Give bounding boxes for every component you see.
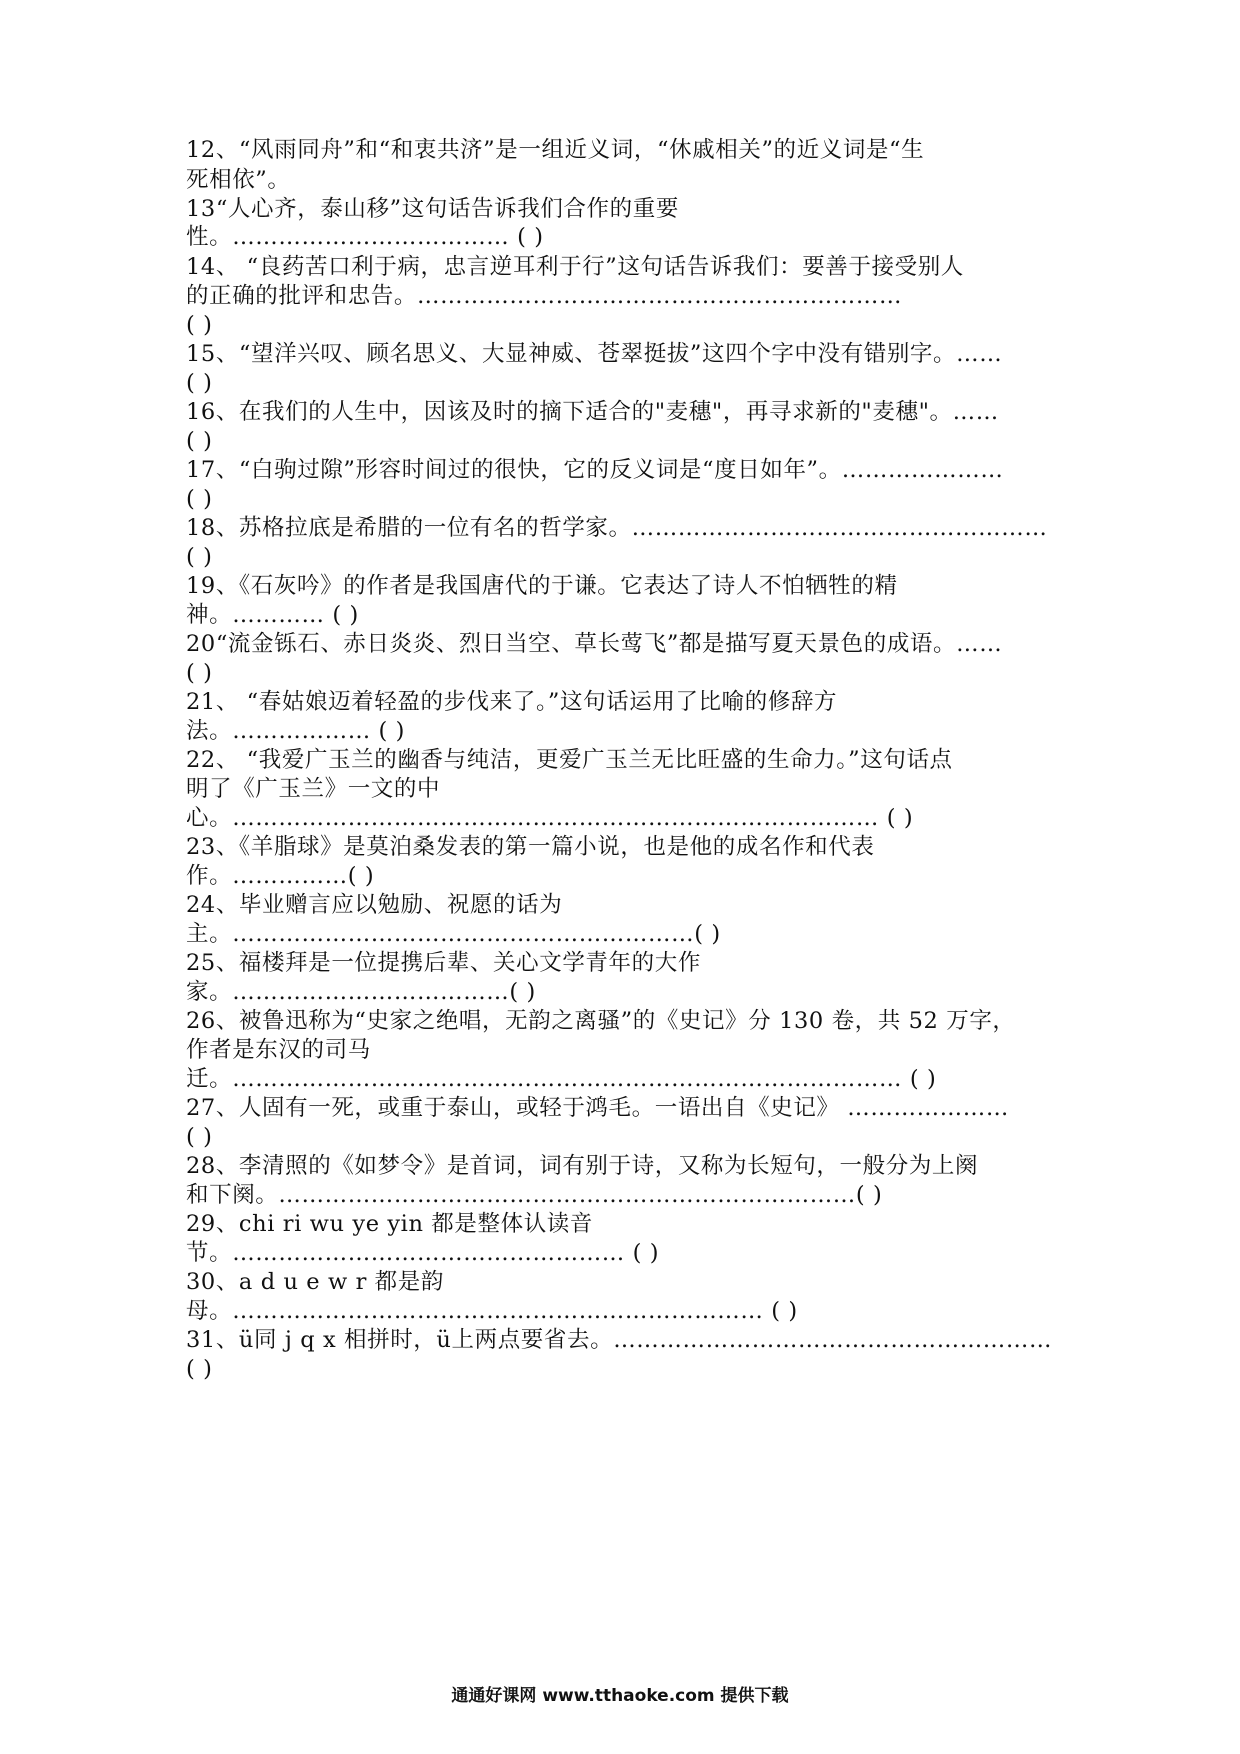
text-line: 20“流金铄石、赤日炎炎、烈日当空、草长莺飞”都是描写夏天景色的成语。…… (186, 631, 1003, 657)
text-line: 24、毕业赠言应以勉励、祝愿的话为 (186, 892, 563, 918)
text-line: 作。……………( ) (186, 863, 375, 889)
text-line: 30、a d u e w r 都是韵 (186, 1269, 444, 1295)
footer-text: 通通好课网 www.tthaoke.com 提供下载 (451, 1686, 789, 1706)
text-line: 14、 “良药苦口利于病，忠言逆耳利于行”这句话告诉我们：要善于接受别人 (186, 254, 964, 280)
text-line: 15、“望洋兴叹、顾名思义、大显神威、苍翠挺拔”这四个字中没有错别字。…… (186, 341, 1003, 367)
text-line: 19、《石灰吟》的作者是我国唐代的于谦。它表达了诗人不怕牺牲的精 (186, 573, 898, 599)
text-line: 26、被鲁迅称为“史家之绝唱，无韵之离骚”的《史记》分 130 卷，共 52 万字， (186, 1008, 1016, 1034)
text-line: 12、“风雨同舟”和“和衷共济”是一组近义词，“休戚相关”的近义词是“生 (186, 137, 925, 163)
text-line: 性。……………………………… ( ) (186, 224, 544, 250)
text-line: 13“人心齐，泰山移”这句话告诉我们合作的重要 (186, 196, 679, 222)
text-line: 作者是东汉的司马 (186, 1037, 371, 1063)
text-line: ( ) (186, 428, 213, 454)
text-line: 明了《广玉兰》一文的中 (186, 776, 441, 802)
text-line: 的正确的批评和忠告。……………………………………………………… (186, 283, 903, 309)
text-line: 23、《羊脂球》是莫泊桑发表的第一篇小说，也是他的成名作和代表 (186, 834, 875, 860)
text-line: 节。…………………………………………… ( ) (186, 1240, 660, 1266)
text-line: ( ) (186, 370, 213, 396)
text-line: 18、苏格拉底是希腊的一位有名的哲学家。……………………………………………… (186, 515, 1048, 541)
text-line: 母。…………………………………………………………… ( ) (186, 1298, 798, 1324)
text-line: 主。……………………………………………………( ) (186, 921, 721, 947)
text-line: 法。……………… ( ) (186, 718, 406, 744)
text-line: 28、李清照的《如梦令》是首词，词有别于诗，又称为长短句，一般分为上阕 (186, 1153, 979, 1179)
text-line: 心。………………………………………………………………………… ( ) (186, 805, 914, 831)
text-line: 27、人固有一死，或重于泰山，或轻于鸿毛。一语出自《史记》 ………………… (186, 1095, 1009, 1121)
text-line: 25、福楼拜是一位提携后辈、关心文学青年的大作 (186, 950, 701, 976)
text-line: ( ) (186, 486, 213, 512)
text-line: 16、在我们的人生中，因该及时的摘下适合的"麦穗"，再寻求新的"麦穗"。…… (186, 399, 999, 425)
text-line: 家。………………………………( ) (186, 979, 536, 1005)
text-line: 17、“白驹过隙”形容时间过的很快，它的反义词是“度日如年”。………………… (186, 457, 1004, 483)
text-line: 和下阕。…………………………………………………………………( ) (186, 1182, 883, 1208)
text-line: 31、ü同 j q x 相拼时，ü上两点要省去。………………………………………………… (186, 1327, 1053, 1353)
text-line: 22、 “我爱广玉兰的幽香与纯洁，更爱广玉兰无比旺盛的生命力。”这句话点 (186, 747, 953, 773)
text-line: ( ) (186, 1356, 213, 1382)
text-line: ( ) (186, 1124, 213, 1150)
text-line: 神。………… ( ) (186, 602, 359, 628)
text-line: ( ) (186, 312, 213, 338)
text-line: ( ) (186, 660, 213, 686)
text-line: 29、chi ri wu ye yin 都是整体认读音 (186, 1211, 594, 1237)
text-line: 21、 “春姑娘迈着轻盈的步伐来了。”这句话运用了比喻的修辞方 (186, 689, 838, 715)
text-line: 迁。…………………………………………………………………………… ( ) (186, 1066, 937, 1092)
text-line: ( ) (186, 544, 213, 570)
text-line: 死相依”。 (186, 167, 291, 193)
